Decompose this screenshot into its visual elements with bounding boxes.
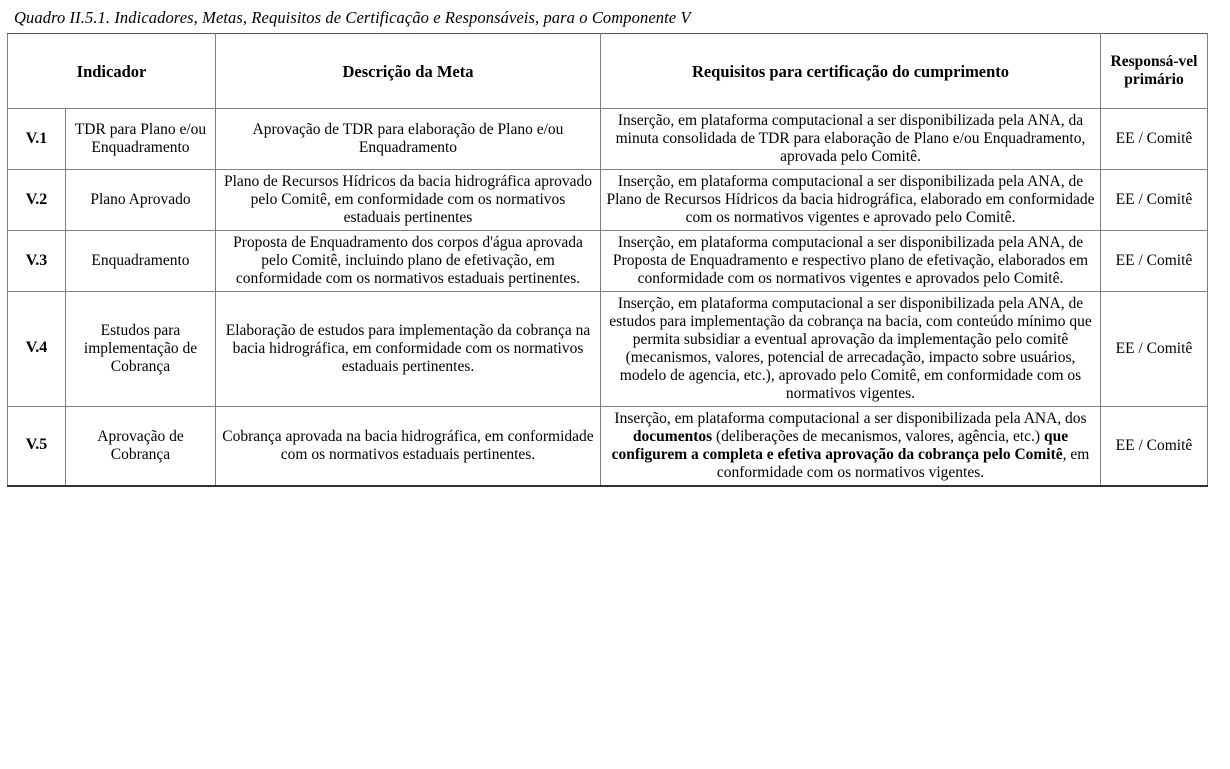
table-caption: Quadro II.5.1. Indicadores, Metas, Requisitos de Certificação e Responsáveis, para o Componente V <box>14 8 691 27</box>
row-indicator: Enquadramento <box>66 230 216 291</box>
table-header <box>8 34 1208 109</box>
table-row <box>8 291 1208 406</box>
indicators-table <box>7 33 1208 486</box>
header-requisitos: Requisitos para certificação do cumprimento <box>601 34 1101 109</box>
table-row <box>8 170 1208 231</box>
row-code: V.1 <box>8 109 66 170</box>
row-meta: Aprovação de TDR para elaboração de Plano e/ou Enquadramento <box>216 109 601 170</box>
table-body <box>8 109 1208 486</box>
header-indicador: Indicador <box>8 34 216 109</box>
row-code: V.5 <box>8 406 66 485</box>
header-responsavel-primario: Responsá-vel primário <box>1101 34 1208 109</box>
row-responsavel: EE / Comitê <box>1101 230 1208 291</box>
row-responsavel: EE / Comitê <box>1101 291 1208 406</box>
table-row <box>8 109 1208 170</box>
row-indicator: Estudos para implementação de Cobrança <box>66 291 216 406</box>
row-indicator: Aprovação de Cobrança <box>66 406 216 485</box>
row-meta: Plano de Recursos Hídricos da bacia hidrográfica aprovado pelo Comitê, em conformidade com os normativos estaduais pertinentes <box>216 170 601 231</box>
row-code: V.4 <box>8 291 66 406</box>
header-row <box>8 34 1208 109</box>
row-responsavel: EE / Comitê <box>1101 109 1208 170</box>
row-indicator: Plano Aprovado <box>66 170 216 231</box>
row-meta: Cobrança aprovada na bacia hidrográfica, em conformidade com os normativos estaduais pertinentes. <box>216 406 601 485</box>
row-requisitos: Inserção, em plataforma computacional a ser disponibilizada pela ANA, da minuta consolidada de TDR para elaboração de Plano e/ou Enquadramento, aprovada pelo Comitê. <box>601 109 1101 170</box>
header-descricao-meta: Descrição da Meta <box>216 34 601 109</box>
row-meta: Elaboração de estudos para implementação da cobrança na bacia hidrográfica, em conformidade com os normativos estaduais pertinentes. <box>216 291 601 406</box>
row-responsavel: EE / Comitê <box>1101 406 1208 485</box>
row-indicator: TDR para Plano e/ou Enquadramento <box>66 109 216 170</box>
row-code: V.3 <box>8 230 66 291</box>
table-row <box>8 230 1208 291</box>
row-requisitos: Inserção, em plataforma computacional a ser disponibilizada pela ANA, de Plano de Recursos Hídricos da bacia hidrográfica, elaborado em conformidade com os normativos vigentes e aprovado pelo Comitê. <box>601 170 1101 231</box>
row-requisitos: Inserção, em plataforma computacional a ser disponibilizada pela ANA, de Proposta de Enquadramento e respectivo plano de efetivação, elaborados em conformidade com os normativos vigentes e aprovados pelo Comitê. <box>601 230 1101 291</box>
row-responsavel: EE / Comitê <box>1101 170 1208 231</box>
row-requisitos: Inserção, em plataforma computacional a ser disponibilizada pela ANA, dos documentos (deliberações de mecanismos, valores, agência, etc.) que configurem a completa e efetiva aprovação da cobrança pelo Comitê, em conformidade com os normativos vigentes. <box>601 406 1101 485</box>
row-requisitos: Inserção, em plataforma computacional a ser disponibilizada pela ANA, de estudos para implementação da cobrança na bacia, com conteúdo mínimo que permita subsidiar a eventual aprovação da implementação pelo comitê (mecanismos, valores, potencial de arrecadação, impacto sobre usuários, modelo de agencia, etc.), aprovado pelo Comitê, em conformidade com os normativos vigentes. <box>601 291 1101 406</box>
row-code: V.2 <box>8 170 66 231</box>
row-meta: Proposta de Enquadramento dos corpos d'água aprovada pelo Comitê, incluindo plano de efetivação, em conformidade com os normativos estaduais pertinentes. <box>216 230 601 291</box>
table-row <box>8 406 1208 485</box>
